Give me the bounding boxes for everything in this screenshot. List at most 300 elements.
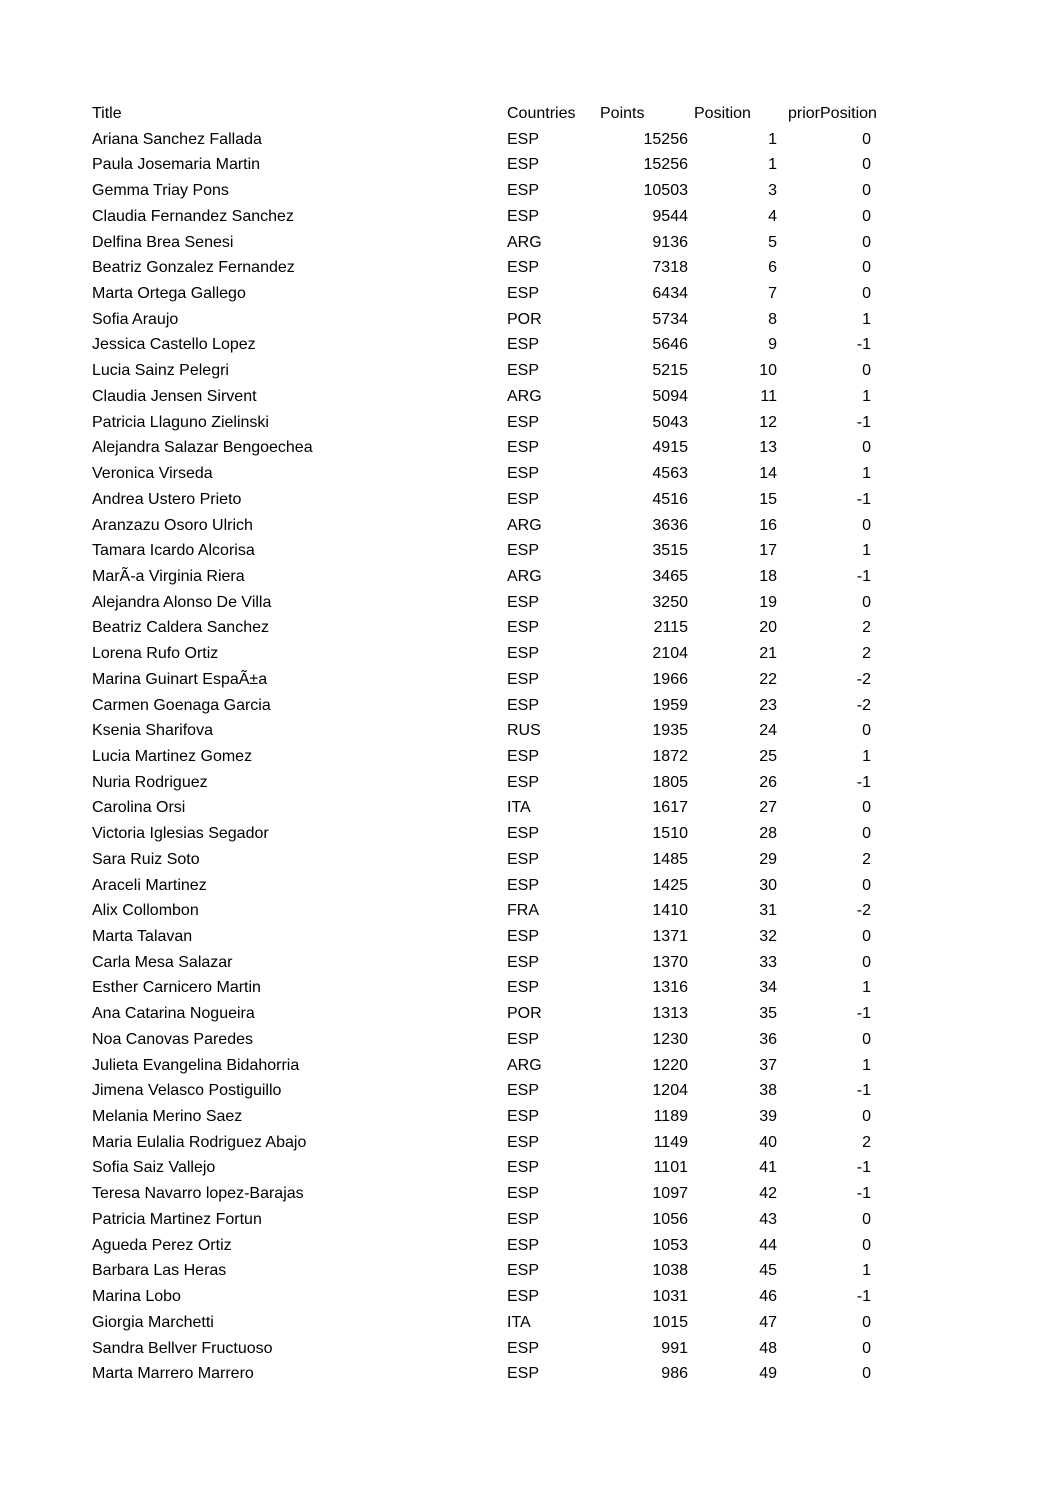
cell-position: 17 (759, 542, 777, 560)
cell-title: Victoria Iglesias Segador (92, 825, 269, 843)
cell-priorposition: 0 (862, 1236, 871, 1254)
cell-points: 1204 (652, 1082, 688, 1100)
cell-title: MarÃ-a Virginia Riera (92, 567, 245, 585)
table-row (92, 538, 892, 564)
cell-countries: ESP (507, 1210, 540, 1228)
cell-points: 5734 (652, 310, 688, 328)
cell-countries: ESP (507, 1030, 540, 1048)
cell-priorposition: 1 (862, 1056, 871, 1074)
cell-points: 1189 (653, 1108, 688, 1126)
table-row (92, 770, 892, 796)
cell-priorposition: 0 (862, 1313, 871, 1331)
table-row (92, 564, 892, 590)
cell-countries: ITA (507, 1313, 531, 1331)
cell-countries: ESP (507, 1082, 540, 1100)
cell-countries: POR (507, 1005, 542, 1023)
cell-position: 6 (768, 259, 777, 277)
cell-points: 1410 (652, 902, 688, 920)
cell-points: 1371 (652, 928, 688, 945)
cell-priorposition: 0 (862, 362, 871, 380)
cell-points: 1872 (652, 747, 688, 765)
cell-priorposition: 0 (862, 799, 871, 817)
table-row (92, 1233, 892, 1259)
cell-points: 1220 (652, 1056, 688, 1074)
cell-position: 10 (759, 362, 777, 380)
table-row (92, 615, 892, 641)
cell-position: 9 (768, 336, 777, 354)
cell-countries: ESP (507, 1133, 540, 1151)
cell-countries: ESP (507, 876, 540, 894)
table-row (92, 358, 892, 384)
cell-points: 3636 (652, 516, 688, 534)
cell-points: 10503 (643, 182, 688, 200)
cell-position: 36 (759, 1030, 777, 1048)
cell-title: Claudia Jensen Sirvent (92, 387, 257, 405)
cell-priorposition: -1 (856, 1185, 871, 1203)
cell-countries: ARG (507, 387, 542, 405)
table-row (92, 178, 892, 204)
cell-title: Alejandra Alonso De Villa (92, 593, 272, 611)
cell-countries: ESP (507, 490, 540, 508)
cell-position: 18 (759, 567, 777, 585)
table-row (92, 1001, 892, 1027)
cell-points: 3515 (652, 542, 688, 560)
cell-countries: ESP (507, 953, 540, 971)
table-row (92, 127, 892, 153)
cell-position: 42 (759, 1185, 777, 1203)
cell-priorposition: -2 (856, 696, 871, 714)
cell-priorposition: 1 (862, 542, 871, 560)
column-header-position: Position (694, 105, 751, 122)
cell-points: 1425 (652, 876, 688, 894)
table-row (92, 1284, 892, 1310)
cell-points: 1935 (652, 722, 688, 740)
column-header-priorposition: priorPosition (788, 105, 877, 122)
cell-priorposition: -1 (856, 336, 871, 354)
cell-priorposition: 0 (862, 593, 871, 611)
cell-title: Ariana Sanchez Fallada (92, 130, 262, 148)
cell-priorposition: 0 (862, 285, 871, 303)
cell-position: 23 (759, 696, 777, 714)
cell-position: 5 (768, 233, 777, 251)
cell-countries: ARG (507, 516, 542, 534)
cell-countries: ARG (507, 1056, 542, 1074)
cell-points: 9136 (652, 233, 688, 251)
table-row (92, 847, 892, 873)
cell-countries: ESP (507, 1236, 540, 1254)
cell-priorposition: 0 (862, 825, 871, 843)
cell-position: 16 (759, 516, 777, 534)
cell-points: 1485 (652, 850, 688, 868)
cell-countries: ESP (507, 1159, 540, 1177)
cell-position: 47 (759, 1313, 777, 1331)
cell-position: 21 (759, 645, 777, 663)
cell-title: Jessica Castello Lopez (92, 336, 256, 354)
cell-countries: ESP (507, 696, 540, 714)
ranking-table (92, 101, 892, 1387)
cell-priorposition: 2 (862, 645, 871, 663)
table-row (92, 1155, 892, 1181)
cell-title: Lucia Martinez Gomez (92, 747, 253, 765)
cell-countries: ESP (507, 439, 540, 457)
cell-title: Patricia Martinez Fortun (92, 1210, 262, 1228)
cell-points: 1370 (652, 953, 688, 971)
cell-priorposition: 0 (862, 156, 871, 174)
cell-title: Gemma Triay Pons (92, 182, 229, 200)
cell-countries: ESP (507, 156, 540, 174)
cell-title: Agueda Perez Ortiz (92, 1236, 232, 1254)
cell-title: Lorena Rufo Ortiz (92, 645, 219, 663)
cell-position: 39 (759, 1108, 777, 1126)
table-row (92, 1181, 892, 1207)
cell-points: 986 (661, 1365, 688, 1383)
table-row (92, 898, 892, 924)
cell-position: 46 (759, 1288, 777, 1306)
cell-points: 5094 (652, 387, 688, 405)
cell-title: Paula Josemaria Martin (92, 156, 261, 174)
cell-title: Marta Ortega Gallego (92, 285, 246, 303)
cell-title: Veronica Virseda (92, 465, 213, 483)
cell-title: Sofia Saiz Vallejo (92, 1159, 216, 1177)
cell-title: Teresa Navarro lopez-Barajas (92, 1185, 304, 1203)
cell-points: 1313 (652, 1005, 688, 1023)
cell-priorposition: -1 (856, 413, 871, 431)
cell-position: 29 (759, 850, 777, 868)
cell-points: 4915 (652, 439, 688, 457)
cell-title: Beatriz Gonzalez Fernandez (92, 259, 295, 277)
cell-points: 1101 (653, 1159, 688, 1177)
cell-countries: ITA (507, 799, 531, 817)
cell-position: 30 (759, 876, 777, 894)
cell-priorposition: 0 (862, 130, 871, 148)
cell-title: Marina Guinart EspaÃ±a (92, 670, 268, 688)
cell-priorposition: 2 (862, 850, 871, 868)
cell-priorposition: -1 (856, 1159, 871, 1177)
cell-title: Marta Talavan (92, 928, 193, 945)
cell-title: Marina Lobo (92, 1288, 181, 1306)
table-row (92, 281, 892, 307)
cell-points: 1149 (653, 1133, 688, 1151)
cell-points: 1097 (652, 1185, 688, 1203)
cell-countries: ESP (507, 619, 540, 637)
cell-priorposition: 0 (862, 1339, 871, 1357)
cell-priorposition: -1 (856, 567, 871, 585)
table-row (92, 1078, 892, 1104)
cell-position: 22 (759, 670, 777, 688)
cell-countries: ESP (507, 362, 540, 380)
cell-title: Beatriz Caldera Sanchez (92, 619, 269, 637)
cell-title: Patricia Llaguno Zielinski (92, 413, 269, 431)
cell-points: 6434 (652, 285, 688, 303)
cell-countries: ESP (507, 747, 540, 765)
cell-priorposition: 0 (862, 439, 871, 457)
cell-priorposition: -1 (856, 490, 871, 508)
cell-title: Giorgia Marchetti (92, 1313, 214, 1331)
cell-position: 48 (759, 1339, 777, 1357)
cell-points: 1056 (652, 1210, 688, 1228)
table-row (92, 1053, 892, 1079)
cell-priorposition: 0 (862, 259, 871, 277)
table-row (92, 435, 892, 461)
cell-points: 3465 (652, 567, 688, 585)
cell-points: 4516 (652, 490, 688, 508)
cell-points: 7318 (652, 259, 688, 277)
cell-points: 2115 (653, 619, 688, 637)
cell-title: Sofia Araujo (92, 310, 179, 328)
table-row (92, 641, 892, 667)
table-row (92, 230, 892, 256)
table-row (92, 1336, 892, 1362)
table-row (92, 1361, 892, 1387)
cell-title: Aranzazu Osoro Ulrich (92, 516, 253, 534)
cell-position: 19 (759, 593, 777, 611)
cell-countries: ESP (507, 182, 540, 200)
cell-points: 1316 (652, 979, 688, 997)
cell-position: 15 (759, 490, 777, 508)
cell-position: 12 (759, 413, 777, 431)
cell-countries: ESP (507, 850, 540, 868)
column-header-countries: Countries (507, 105, 576, 122)
cell-title: Nuria Rodriguez (92, 773, 208, 791)
cell-points: 1038 (652, 1262, 688, 1280)
cell-title: Carmen Goenaga Garcia (92, 696, 271, 714)
table-row (92, 307, 892, 333)
cell-countries: RUS (507, 722, 541, 740)
cell-countries: ESP (507, 413, 540, 431)
cell-title: Noa Canovas Paredes (92, 1030, 253, 1048)
column-header-title: Title (92, 105, 122, 122)
table-row (92, 1027, 892, 1053)
cell-countries: ESP (507, 645, 540, 663)
cell-priorposition: -2 (856, 902, 871, 920)
cell-position: 1 (768, 130, 777, 148)
table-row (92, 410, 892, 436)
cell-countries: ESP (507, 1339, 540, 1357)
cell-countries: ESP (507, 1262, 540, 1280)
cell-position: 25 (759, 747, 777, 765)
cell-priorposition: -1 (856, 1082, 871, 1100)
cell-countries: ARG (507, 233, 542, 251)
cell-countries: ESP (507, 207, 540, 225)
cell-position: 35 (759, 1005, 777, 1023)
cell-title: Maria Eulalia Rodriguez Abajo (92, 1133, 307, 1151)
cell-points: 4563 (652, 465, 688, 483)
cell-position: 24 (759, 722, 777, 740)
cell-priorposition: 0 (862, 953, 871, 971)
cell-title: Claudia Fernandez Sanchez (92, 207, 294, 225)
cell-position: 28 (759, 825, 777, 843)
cell-position: 11 (760, 387, 777, 405)
table-row (92, 255, 892, 281)
table-row (92, 590, 892, 616)
cell-position: 7 (768, 285, 777, 303)
cell-position: 4 (768, 207, 777, 225)
cell-points: 5043 (652, 413, 688, 431)
cell-priorposition: -1 (856, 1005, 871, 1023)
cell-position: 20 (759, 619, 777, 637)
cell-points: 5215 (652, 362, 688, 380)
cell-countries: ESP (507, 336, 540, 354)
cell-title: Lucia Sainz Pelegri (92, 362, 229, 380)
cell-priorposition: 0 (862, 1108, 871, 1126)
table-row (92, 1207, 892, 1233)
cell-points: 15256 (643, 130, 688, 148)
cell-position: 43 (759, 1210, 777, 1228)
cell-title: Carla Mesa Salazar (92, 953, 233, 971)
table-row (92, 1130, 892, 1156)
cell-countries: ESP (507, 465, 540, 483)
cell-countries: ESP (507, 825, 540, 843)
table-body (92, 127, 892, 1387)
cell-countries: ESP (507, 1288, 540, 1306)
cell-priorposition: 0 (862, 182, 871, 200)
table-row (92, 950, 892, 976)
cell-position: 8 (768, 310, 777, 328)
cell-countries: ESP (507, 130, 540, 148)
cell-countries: ESP (507, 670, 540, 688)
cell-priorposition: -2 (856, 670, 871, 688)
cell-position: 33 (759, 953, 777, 971)
cell-title: Andrea Ustero Prieto (92, 490, 242, 508)
cell-priorposition: 1 (862, 465, 871, 483)
cell-countries: FRA (507, 902, 539, 920)
cell-position: 38 (759, 1082, 777, 1100)
cell-position: 1 (768, 156, 777, 174)
cell-points: 1230 (652, 1030, 688, 1048)
cell-position: 49 (759, 1365, 777, 1383)
table-row (92, 152, 892, 178)
cell-position: 27 (759, 799, 777, 817)
cell-title: Ana Catarina Nogueira (92, 1005, 255, 1023)
cell-title: Carolina Orsi (92, 799, 186, 817)
cell-points: 1510 (652, 825, 688, 843)
cell-position: 45 (759, 1262, 777, 1280)
cell-countries: ESP (507, 593, 540, 611)
cell-title: Tamara Icardo Alcorisa (92, 542, 255, 560)
cell-countries: ESP (507, 928, 540, 945)
cell-priorposition: 0 (862, 876, 871, 894)
cell-title: Barbara Las Heras (92, 1262, 227, 1280)
table-row (92, 744, 892, 770)
cell-countries: POR (507, 310, 542, 328)
cell-priorposition: 1 (862, 387, 871, 405)
cell-priorposition: 1 (862, 310, 871, 328)
cell-priorposition: 0 (862, 1365, 871, 1383)
cell-priorposition: 0 (862, 233, 871, 251)
table-row (92, 667, 892, 693)
cell-points: 1966 (652, 670, 688, 688)
table-row (92, 332, 892, 358)
cell-priorposition: 1 (862, 747, 871, 765)
cell-countries: ARG (507, 567, 542, 585)
cell-points: 1617 (652, 799, 688, 817)
cell-points: 1959 (652, 696, 688, 714)
cell-title: Araceli Martinez (92, 876, 207, 894)
cell-priorposition: 0 (862, 516, 871, 534)
cell-position: 34 (759, 979, 777, 997)
cell-priorposition: -1 (856, 773, 871, 791)
table-row (92, 821, 892, 847)
cell-points: 1031 (652, 1288, 688, 1306)
cell-position: 41 (759, 1159, 777, 1177)
cell-title: Delfina Brea Senesi (92, 233, 234, 251)
table-row (92, 718, 892, 744)
cell-points: 3250 (652, 593, 688, 611)
table-row (92, 795, 892, 821)
cell-points: 2104 (652, 645, 688, 663)
cell-priorposition: 0 (862, 1210, 871, 1228)
cell-countries: ESP (507, 1365, 540, 1383)
cell-priorposition: 0 (862, 722, 871, 740)
table-row (92, 384, 892, 410)
cell-position: 3 (768, 182, 777, 200)
table-row (92, 513, 892, 539)
table-row (92, 204, 892, 230)
table-header-row (92, 101, 892, 127)
cell-points: 9544 (652, 207, 688, 225)
table-row (92, 924, 892, 950)
table-row (92, 461, 892, 487)
cell-title: Esther Carnicero Martin (92, 979, 261, 997)
cell-points: 15256 (643, 156, 688, 174)
cell-title: Melania Merino Saez (92, 1108, 243, 1126)
cell-priorposition: 0 (862, 928, 871, 945)
cell-priorposition: 2 (862, 1133, 871, 1151)
cell-position: 26 (759, 773, 777, 791)
cell-points: 1805 (652, 773, 688, 791)
table-row (92, 1310, 892, 1336)
cell-position: 31 (759, 902, 777, 920)
cell-points: 1015 (652, 1313, 688, 1331)
cell-priorposition: -1 (856, 1288, 871, 1306)
cell-points: 991 (661, 1339, 688, 1357)
cell-position: 40 (759, 1133, 777, 1151)
cell-position: 44 (759, 1236, 777, 1254)
cell-title: Marta Marrero Marrero (92, 1365, 254, 1383)
cell-title: Sandra Bellver Fructuoso (92, 1339, 273, 1357)
cell-priorposition: 0 (862, 1030, 871, 1048)
cell-priorposition: 0 (862, 207, 871, 225)
cell-countries: ESP (507, 285, 540, 303)
column-header-points: Points (600, 105, 645, 122)
cell-priorposition: 2 (862, 619, 871, 637)
cell-title: Jimena Velasco Postiguillo (92, 1082, 282, 1100)
cell-countries: ESP (507, 259, 540, 277)
cell-priorposition: 1 (862, 979, 871, 997)
cell-position: 14 (759, 465, 777, 483)
cell-title: Ksenia Sharifova (92, 722, 213, 740)
cell-priorposition: 1 (862, 1262, 871, 1280)
cell-points: 1053 (652, 1236, 688, 1254)
cell-countries: ESP (507, 1108, 540, 1126)
cell-title: Julieta Evangelina Bidahorria (92, 1056, 300, 1074)
table-row (92, 1104, 892, 1130)
cell-title: Sara Ruiz Soto (92, 850, 200, 868)
table-row (92, 975, 892, 1001)
cell-position: 37 (759, 1056, 777, 1074)
table-row (92, 873, 892, 899)
cell-position: 32 (759, 928, 777, 945)
cell-position: 13 (759, 439, 777, 457)
table-row (92, 1258, 892, 1284)
cell-title: Alejandra Salazar Bengoechea (92, 439, 313, 457)
cell-points: 5646 (652, 336, 688, 354)
cell-countries: ESP (507, 542, 540, 560)
cell-countries: ESP (507, 773, 540, 791)
cell-title: Alix Collombon (92, 902, 199, 920)
cell-countries: ESP (507, 979, 540, 997)
cell-countries: ESP (507, 1185, 540, 1203)
